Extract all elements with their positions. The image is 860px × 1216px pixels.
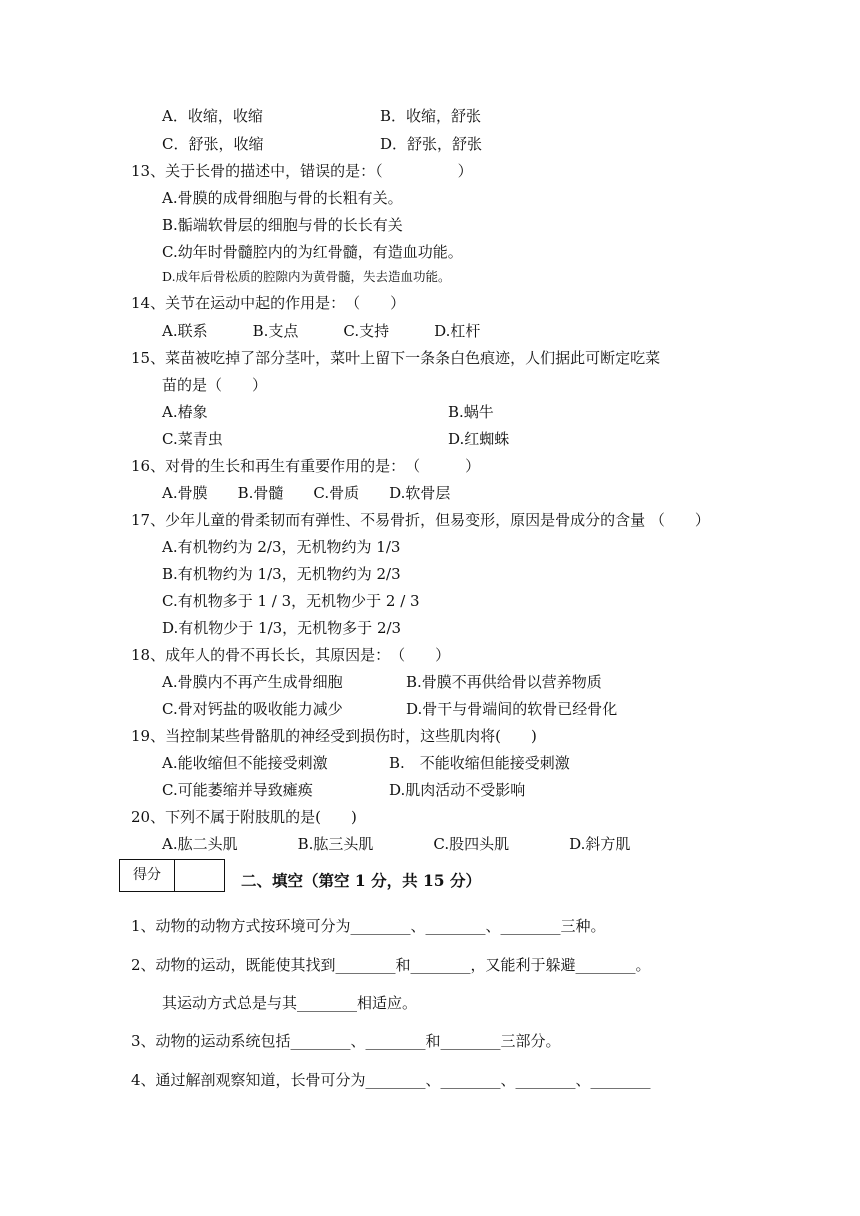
q15-option-a: A.椿象 — [162, 403, 208, 421]
q12-option-d: D．舒张，舒张 — [380, 135, 483, 153]
q16-options: A.骨膜 B.骨髓 C.骨质 D.软骨层 — [162, 484, 451, 502]
q15-option-c: C.菜青虫 — [162, 430, 223, 448]
q13-option-c: C.幼年时骨髓腔内的为红骨髓，有造血功能。 — [162, 243, 463, 261]
q18-stem: 18、成年人的骨不再长长，其原因是： （ ） — [131, 646, 451, 664]
fill-question-2-continued: 其运动方式总是与其________相适应。 — [162, 994, 418, 1012]
q18-option-a: A.骨膜内不再产生成骨细胞 — [162, 673, 343, 691]
q20-stem: 20、下列不属于附肢肌的是( ) — [131, 808, 357, 826]
q12-option-b: B．收缩，舒张 — [380, 107, 482, 125]
fill-question-1: 1、动物的动物方式按环境可分为________、________、________三种。 — [131, 917, 606, 935]
q15-option-b: B.蜗牛 — [448, 403, 494, 421]
q12-option-c: C．舒张，收缩 — [162, 135, 264, 153]
q18-option-c: C.骨对钙盐的吸收能力减少 — [162, 700, 343, 718]
fill-question-2: 2、动物的运动，既能使其找到________和________，又能利于躲避________。 — [131, 956, 651, 974]
q17-stem: 17、少年儿童的骨柔韧而有弹性、不易骨折，但易变形，原因是骨成分的含量 （ ） — [131, 511, 710, 529]
q13-stem: 13、关于长骨的描述中，错误的是：（ ） — [131, 162, 473, 180]
fill-question-4: 4、通过解剖观察知道，长骨可分为________、________、________、________ — [131, 1071, 651, 1089]
q14-stem: 14、关节在运动中起的作用是： （ ） — [131, 294, 406, 312]
q13-option-d: D.成年后骨松质的腔隙内为黄骨髓，失去造血功能。 — [162, 269, 451, 284]
q19-option-c: C.可能萎缩并导致瘫痪 — [162, 781, 313, 799]
q17-option-b: B.有机物约为 1/3，无机物约为 2/3 — [162, 565, 401, 583]
q15-stem-line2: 苗的是（ ） — [162, 376, 268, 394]
score-label: 得分 — [120, 860, 175, 891]
q19-option-d: D.肌肉活动不受影响 — [389, 781, 526, 799]
q16-stem: 16、对骨的生长和再生有重要作用的是： （ ） — [131, 457, 481, 475]
score-box — [119, 859, 225, 892]
q13-option-a: A.骨膜的成骨细胞与骨的长粗有关。 — [162, 189, 403, 207]
q15-stem-line1: 15、菜苗被吃掉了部分茎叶，菜叶上留下一条条白色痕迹，人们据此可断定吃菜 — [131, 349, 661, 367]
q19-stem: 19、当控制某些骨骼肌的神经受到损伤时，这些肌肉将( ) — [131, 727, 537, 745]
q18-option-d: D.骨干与骨端间的软骨已经骨化 — [406, 700, 618, 718]
score-value-field[interactable] — [175, 860, 224, 891]
section-2-title: 二、填空（第空 1 分，共 15 分） — [241, 871, 481, 890]
fill-question-3: 3、动物的运动系统包括________、________和________三部分。 — [131, 1032, 561, 1050]
q19-option-a: A.能收缩但不能接受刺激 — [162, 754, 328, 772]
q17-option-d: D.有机物少于 1/3，无机物多于 2/3 — [162, 619, 402, 637]
q14-options: A.联系 B.支点 C.支持 D.杠杆 — [162, 322, 481, 340]
q17-option-a: A.有机物约为 2/3，无机物约为 1/3 — [162, 538, 401, 556]
q12-option-a: A．收缩，收缩 — [162, 107, 263, 125]
q15-option-d: D.红蜘蛛 — [448, 430, 510, 448]
q18-option-b: B.骨膜不再供给骨以营养物质 — [406, 673, 602, 691]
q17-option-c: C.有机物多于 1 / 3，无机物少于 2 / 3 — [162, 592, 420, 610]
q13-option-b: B.骺端软骨层的细胞与骨的长长有关 — [162, 216, 403, 234]
q19-option-b: B. 不能收缩但能接受刺激 — [389, 754, 570, 772]
q20-options: A.肱二头肌 B.肱三头肌 C.股四头肌 D.斜方肌 — [162, 835, 631, 853]
